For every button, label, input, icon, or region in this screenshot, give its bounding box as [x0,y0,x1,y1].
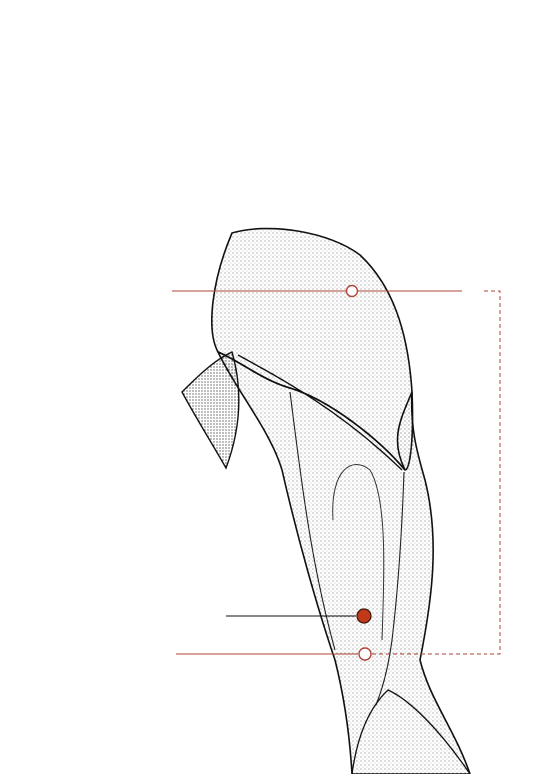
scale-bracket [484,291,500,654]
jianliao-point-marker [347,286,358,297]
qinglengyuan-point-marker [357,609,371,623]
scapula-outline [182,352,239,468]
tianjing-point-marker [359,648,371,660]
upper-arm-outline [218,352,470,774]
